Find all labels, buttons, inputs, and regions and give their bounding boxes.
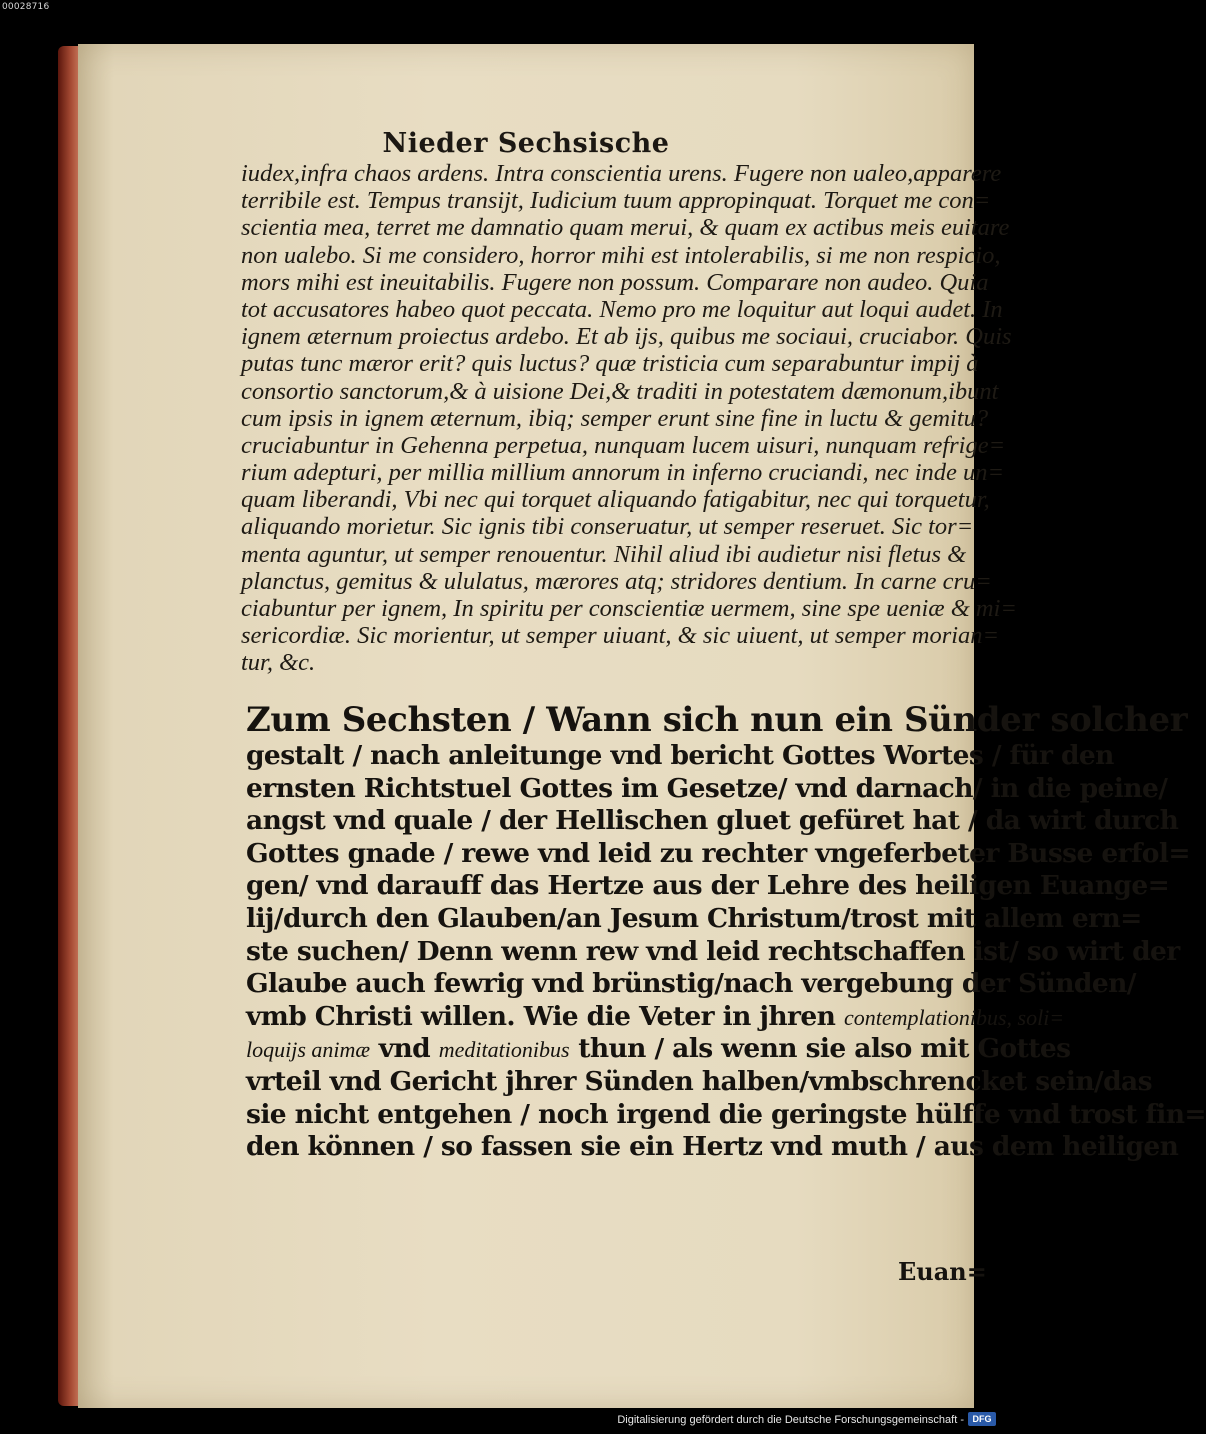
german-mixed-line bbox=[246, 1000, 1065, 1034]
german-line: ernsten Richtstuel Gottes im Gesetze/ vnd darnach/ in die peine/ bbox=[246, 772, 1168, 804]
latin-line: putas tunc mæror erit? quis luctus? quæ tristicia cum separabuntur impij à bbox=[241, 350, 979, 378]
latin-line: non ualebo. Si me considero, horror mihi est intolerabilis, si me non respicio, bbox=[241, 241, 1001, 269]
running-head: Nieder Sechsische bbox=[382, 128, 670, 159]
german-mixed-line bbox=[246, 1033, 1071, 1066]
latin-line: aliquando morietur. Sic ignis tibi conseruatur, ut semper reseruet. Sic tor= bbox=[241, 513, 974, 541]
german-line: sie nicht entgehen / noch irgend die geringste hülffe vnd trost fin= bbox=[246, 1098, 1206, 1130]
latin-line: cruciabuntur in Gehenna perpetua, nunquam lucem uisuri, nunquam refrige= bbox=[241, 431, 1006, 459]
latin-line: iudex,infra chaos ardens. Intra conscientia urens. Fugere non ualeo,apparere bbox=[241, 160, 1002, 187]
latin-line: tot accusatores habeo quot peccata. Nemo pro me loquitur aut loqui audet. In bbox=[241, 295, 1003, 323]
german-line: gen/ vnd darauff das Hertze aus der Lehre des heiligen Euange= bbox=[246, 870, 1170, 902]
german-text: vmb Christi willen. Wie die Veter in jhren bbox=[246, 1000, 836, 1032]
scan-id-label: 00028716 bbox=[2, 2, 50, 12]
german-line: vrteil vnd Gericht jhrer Sünden halben/vmbschrencket sein/das bbox=[246, 1065, 1152, 1097]
latin-line: tur, &c. bbox=[241, 649, 316, 677]
latin-line: ciabuntur per ignem, In spiritu per conscientiæ uermem, sine spe ueniæ & mi= bbox=[241, 595, 1017, 622]
german-text-block bbox=[246, 700, 1206, 1164]
latin-line: terribile est. Tempus transijt, Iudicium tuum appropinquat. Torquet me con= bbox=[241, 187, 991, 215]
latin-inline-text: contemplationibus, soli= bbox=[843, 1004, 1065, 1030]
german-line: angst vnd quale / der Hellischen gluet gefüret hat / da wirt durch bbox=[246, 805, 1179, 837]
german-heading-line: Zum Sechsten / Wann sich nun ein Sünder solcher bbox=[246, 700, 1188, 740]
german-text: thun / als wenn sie also mit Gottes bbox=[578, 1033, 1071, 1065]
german-line: Gottes gnade / rewe vnd leid zu rechter vngeferbeter Busse erfol= bbox=[246, 837, 1190, 869]
german-line: lij/durch den Glauben/an Jesum Christum/trost mit allem ern= bbox=[246, 902, 1142, 934]
latin-line: mors mihi est ineuitabilis. Fugere non possum. Comparare non audeo. Quia bbox=[241, 268, 989, 296]
catchword: Euan= bbox=[898, 1257, 987, 1286]
latin-line: rium adepturi, per millia millium annorum in inferno cruciandi, nec inde un= bbox=[241, 459, 1005, 487]
latin-text-block bbox=[241, 160, 1017, 677]
dfg-logo: DFG bbox=[968, 1412, 996, 1426]
latin-line: menta aguntur, ut semper renouentur. Nihil aliud ibi audietur nisi fletus & bbox=[241, 540, 967, 568]
german-line: gestalt / nach anleitunge vnd bericht Gottes Wortes / für den bbox=[246, 740, 1114, 771]
german-line: den können / so fassen sie ein Hertz vnd muth / aus dem heiligen bbox=[246, 1131, 1179, 1163]
latin-inline-text: loquijs animæ bbox=[246, 1037, 371, 1063]
latin-line: quam liberandi, Vbi nec qui torquet aliquando fatigabitur, nec qui torquetur, bbox=[241, 486, 990, 514]
german-text: vnd bbox=[378, 1033, 431, 1065]
latin-line: sericordiæ. Sic morientur, ut semper uiuant, & sic uiuent, ut semper morian= bbox=[241, 622, 1000, 650]
latin-inline-text: meditationibus bbox=[438, 1037, 570, 1063]
latin-line: cum ipsis in ignem æternum, ibiq; semper erunt sine fine in luctu & gemitu? bbox=[241, 404, 989, 432]
latin-line: consortio sanctorum,& à uisione Dei,& traditi in potestatem dæmonum,ibunt bbox=[241, 377, 999, 405]
latin-line: ignem æternum proiectus ardebo. Et ab ijs, quibus me sociaui, cruciabor. Quis bbox=[241, 323, 1012, 351]
german-line: ste suchen/ Denn wenn rew vnd leid rechtschaffen ist/ so wirt der bbox=[246, 935, 1180, 967]
german-line: Glaube auch fewrig vnd brünstig/nach vergebung der Sünden/ bbox=[246, 968, 1136, 1000]
latin-line: planctus, gemitus & ululatus, mærores atq; stridores dentium. In carne cru= bbox=[241, 567, 992, 595]
digitization-credit: Digitalisierung gefördert durch die Deutsche Forschungsgemeinschaft - bbox=[617, 1414, 964, 1426]
latin-line: scientia mea, terret me damnatio quam merui, & quam ex actibus meis euitare bbox=[241, 214, 1010, 242]
book-page bbox=[78, 44, 1206, 1408]
